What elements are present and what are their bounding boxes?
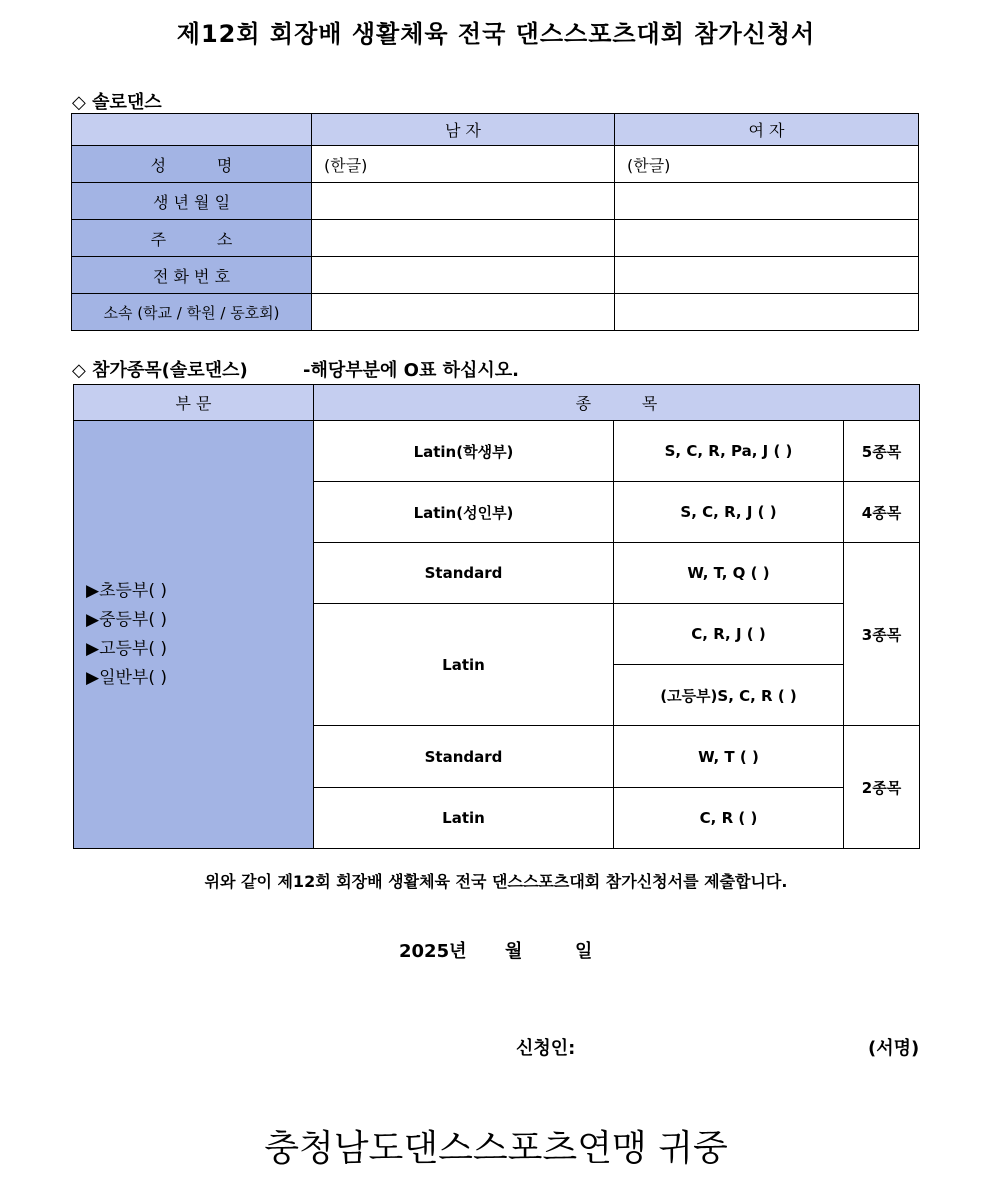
division-high[interactable]: ▶고등부( ) (86, 638, 168, 659)
header-male: 남 자 (312, 114, 615, 146)
events-section-heading: ◇ 참가종목(솔로댄스) (72, 360, 248, 381)
date-month: 월 (505, 941, 523, 962)
female-affiliation-field[interactable] (615, 294, 919, 331)
dances-latin-adult[interactable]: S, C, R, J ( ) (614, 482, 844, 543)
applicant-label: 신청인: (516, 1038, 576, 1059)
dances-latin-3[interactable]: C, R, J ( ) (614, 604, 844, 665)
count-3: 3종목 (844, 543, 920, 726)
date-year: 2025년 (399, 941, 467, 962)
event-latin-3: Latin (314, 604, 614, 726)
division-elementary[interactable]: ▶초등부( ) (86, 580, 168, 601)
label-birthdate: 생 년 월 일 (72, 183, 312, 220)
events-table (73, 384, 920, 849)
female-phone-field[interactable] (615, 257, 919, 294)
male-name-field[interactable]: (한글) (312, 146, 615, 183)
label-affiliation: 소속 (학교 / 학원 / 동호회) (72, 294, 312, 331)
label-address: 주 소 (72, 220, 312, 257)
applicant-signature-field[interactable] (596, 1034, 846, 1060)
event-latin-2: Latin (314, 788, 614, 849)
dances-standard-2[interactable]: W, T ( ) (614, 726, 844, 788)
count-4: 4종목 (844, 482, 920, 543)
dances-latin-2[interactable]: C, R ( ) (614, 788, 844, 849)
header-female: 여 자 (615, 114, 919, 146)
event-latin-adult: Latin(성인부) (314, 482, 614, 543)
male-birthdate-field[interactable] (312, 183, 615, 220)
label-phone: 전 화 번 호 (72, 257, 312, 294)
header-blank (72, 114, 312, 146)
count-2: 2종목 (844, 726, 920, 849)
male-address-field[interactable] (312, 220, 615, 257)
male-phone-field[interactable] (312, 257, 615, 294)
dances-latin-student[interactable]: S, C, R, Pa, J ( ) (614, 421, 844, 482)
event-latin-student: Latin(학생부) (314, 421, 614, 482)
dances-latin-3-high[interactable]: (고등부)S, C, R ( ) (614, 665, 844, 726)
dances-standard-3[interactable]: W, T, Q ( ) (614, 543, 844, 604)
label-name: 성 명 (72, 146, 312, 183)
female-birthdate-field[interactable] (615, 183, 919, 220)
female-name-field[interactable]: (한글) (615, 146, 919, 183)
male-affiliation-field[interactable] (312, 294, 615, 331)
event-standard-2: Standard (314, 726, 614, 788)
header-event: 종 목 (314, 385, 920, 421)
declaration: 위와 같이 제12회 회장배 생활체육 전국 댄스스포츠대회 참가신청서를 제출합니다. (204, 872, 788, 891)
event-standard-3: Standard (314, 543, 614, 604)
date-day: 일 (575, 941, 593, 962)
female-address-field[interactable] (615, 220, 919, 257)
events-note: -해당부분에 O표 하십시오. (303, 360, 520, 381)
signature-label: (서명) (868, 1038, 920, 1059)
division-cell (74, 421, 314, 849)
solo-section-heading: ◇ 솔로댄스 (72, 92, 162, 113)
form-title: 제12회 회장배 생활체육 전국 댄스스포츠대회 참가신청서 (176, 20, 816, 48)
solo-info-table (71, 113, 919, 331)
division-general[interactable]: ▶일반부( ) (86, 667, 168, 688)
count-5: 5종목 (844, 421, 920, 482)
division-middle[interactable]: ▶중등부( ) (86, 609, 168, 630)
closing-addressee: 충청남도댄스스포츠연맹 귀중 (264, 1128, 728, 1169)
header-division: 부 문 (74, 385, 314, 421)
